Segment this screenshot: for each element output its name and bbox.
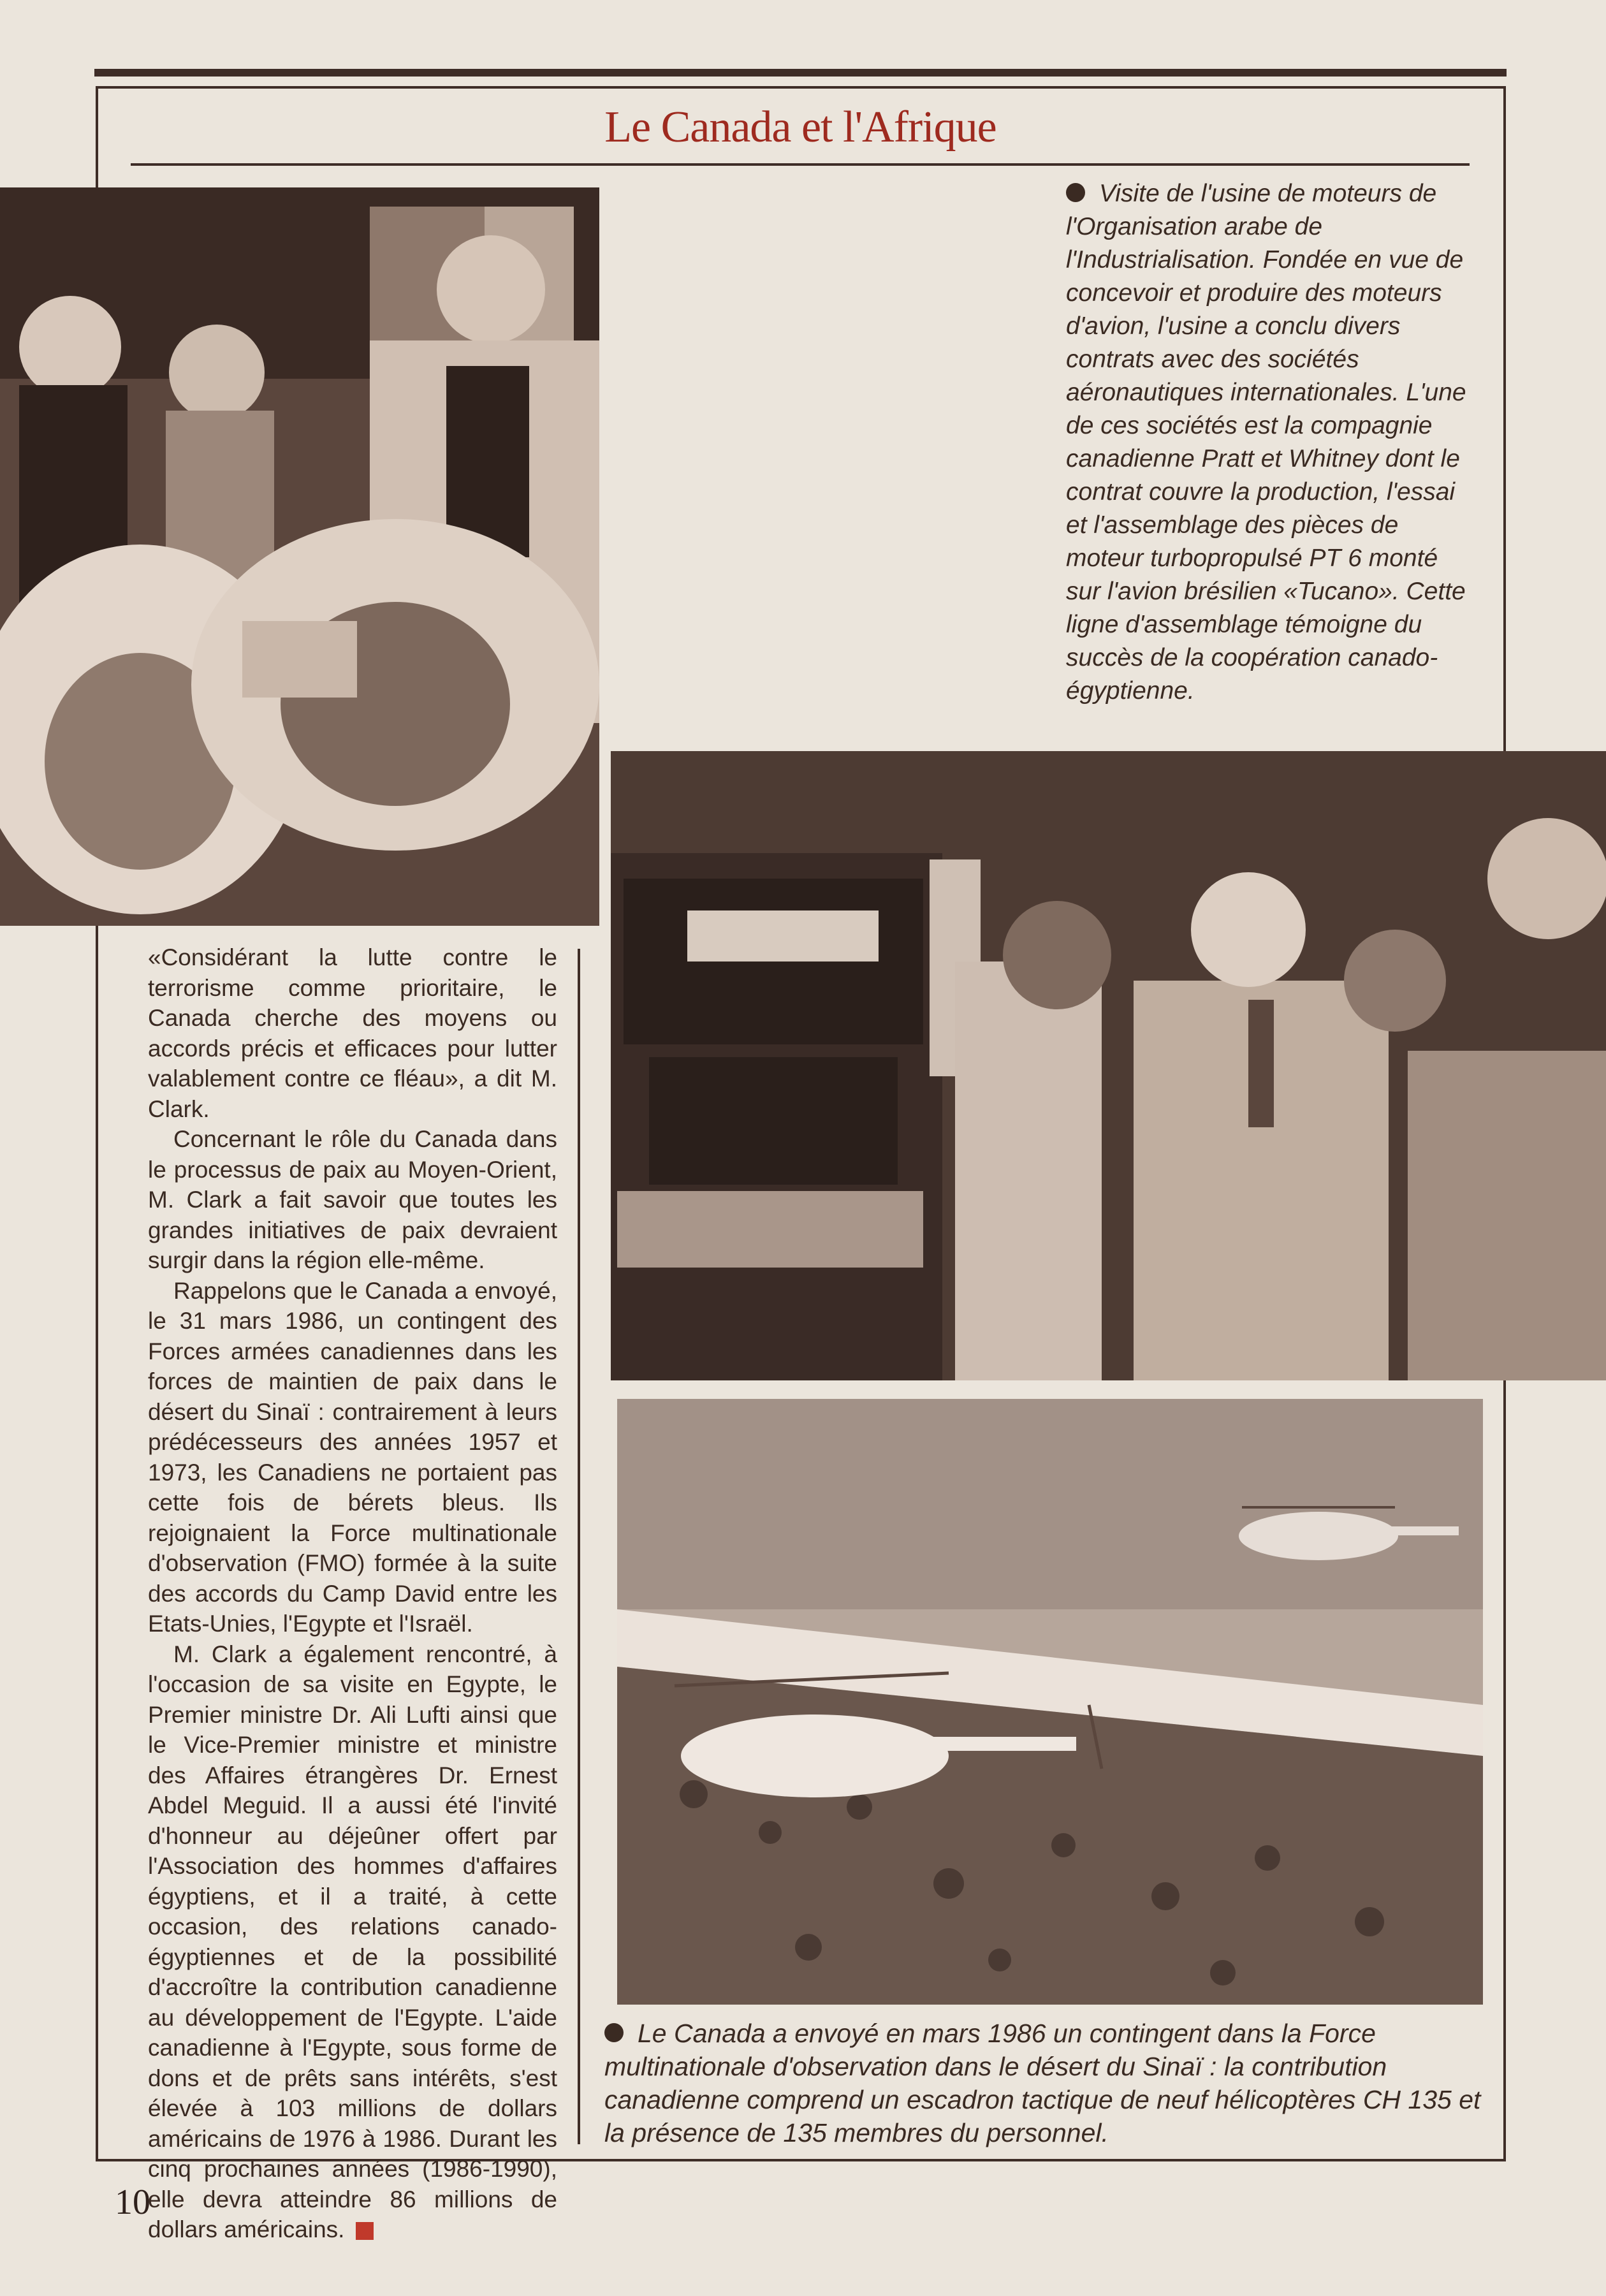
article-paragraph: Rappelons que le Canada a envoyé, le 31 mars 1986, un contingent des Forces armées canadiennes dans les forces de maintien de paix dans le désert du Sinaï : contrairement à leurs prédécesseurs des années 1957 et 1973, les Canadiens ne portaient pas cette fois de bérets bleus. Ils rejoignaient la Force multinationale d'observation (FMO) formée à la suite des accords du Camp David entre les Etats-Unies, l'Egypte et l'Israël.: [148, 1277, 557, 1637]
article-paragraph: «Considérant la lutte contre le terrorisme comme prioritaire, le Canada cherche des moyens ou accords précis et efficaces pour lutter valablement contre ce fléau», a dit M. Clark.: [148, 944, 557, 1122]
caption-text: Visite de l'usine de moteurs de l'Organisation arabe de l'Industrialisation. Fondée en vue de concevoir et produire des moteurs d'avion, l'usine a conclu divers contrats avec des sociétés aéronautiques internationales. L'une de ces sociétés est la compagnie canadienne Pratt et Whitney dont le contrat couvre la production, l'essai et l'assemblage des pièces de moteur turbopropulsé PT 6 monté sur l'avion brésilien «Tucano». Cette ligne d'assemblage témoigne du succès de la coopération canado-égyptienne.: [1066, 180, 1466, 705]
engine-plant-caption: [1066, 177, 1474, 708]
top-rule: [94, 69, 1507, 77]
article-paragraph: Concernant le rôle du Canada dans le processus de paix au Moyen-Orient, M. Clark a fait savoir que toutes les grandes initiatives de paix devraient surgir dans la région elle-même.: [148, 1126, 557, 1273]
bullet-icon: [1066, 183, 1085, 202]
column-divider: [578, 949, 580, 2144]
article-paragraph-text: M. Clark a également rencontré, à l'occasion de sa visite en Egypte, le Premier ministre Dr. Ali Lufti ainsi que le Vice-Premier ministre et ministre des Affaires étrangères Dr. Ernest Abdel Meguid. Il a aussi été l'invité d'honneur au déjeûner offert par l'Association des hommes d'affaires égyptiens, et il a traité, à cette occasion, des relations canado-égyptiennes et de la possibilité d'accroître la contribution canadienne au développement de l'Egypte. L'aide canadienne à l'Egypte, sous forme de dons et de prêts sans intérêts, s'est élevée à 103 millions de dollars américains de 1976 à 1986. Durant les cinq prochaines années (1986-1990), elle devra atteindre 86 millions de dollars américains.: [148, 1641, 557, 2242]
helicopters-photo: [617, 1399, 1483, 2005]
page-title: Le Canada et l'Afrique: [604, 103, 996, 152]
page-number: 10: [115, 2183, 150, 2222]
bullet-icon: [604, 2023, 624, 2042]
end-of-article-mark: [356, 2222, 374, 2240]
article-paragraph: [148, 1639, 557, 2245]
caption-text: Le Canada a envoyé en mars 1986 un contingent dans la Force multinationale d'observation dans le désert du Sinaï : la contribution canadienne comprend un escadron tactique de neuf hélicoptères CH 135 et la présence de 135 membres du personnel.: [604, 2019, 1481, 2147]
article-body: [148, 942, 557, 2245]
control-panel-photo: [611, 751, 1606, 1380]
helicopters-caption: [604, 2017, 1483, 2149]
engine-plant-photo: [0, 187, 599, 926]
title-divider: [131, 163, 1470, 166]
